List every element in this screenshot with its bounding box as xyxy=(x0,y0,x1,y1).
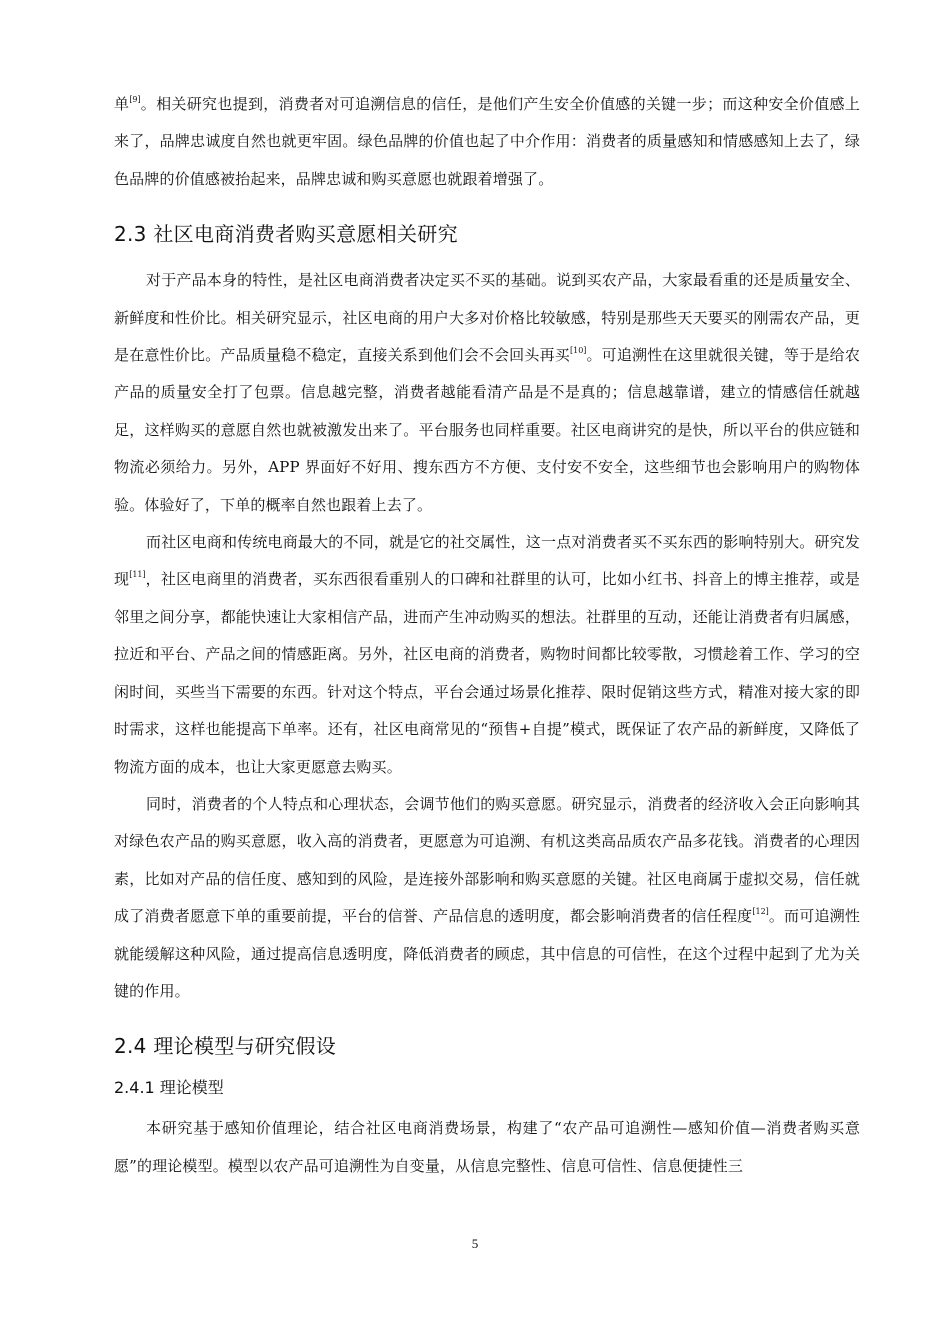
paragraph-text: 。而可追溯性就能缓解这种风险，通过提高信息透明度，降低消费者的顾虑，其中信息的可信性，在这个过程中起到了尤为关键的作用。 xyxy=(114,907,860,1000)
section-heading-2-4: 2.4 理论模型与研究假设 xyxy=(114,1034,337,1059)
paragraph-text: ，社区电商里的消费者，买东西很看重别人的口碑和社群里的认可，比如小红书、抖音上的博主推荐，或是邻里之间分享，都能快速让大家相信产品，进而产生冲动购买的想法。社群里的互动，还能让消费者有归属感，拉近和平台、产品之间的情感距离。另外，社区电商的消费者，购物时间都比较零散，习惯趁着工作、学习的空闲时间，买些当下需要的东西。针对这个特点，平台会通过场景化推荐、限时促销这些方式，精准对接大家的即时需求，这样也能提高下单率。还有，社区电商常见的“预售+自提”模式，既保证了农产品的新鲜度，又降低了物流方面的成本，也让大家更愿意去购买。 xyxy=(114,570,860,776)
paragraph-text: 同时，消费者的个人特点和心理状态，会调节他们的购买意愿。研究显示，消费者的经济收入会正向影响其对绿色农产品的购买意愿，收入高的消费者，更愿意为可追溯、有机这类高品质农产品多花钱。消费者的心理因素，比如对产品的信任度、感知到的风险，是连接外部影响和购买意愿的关键。社区电商属于虚拟交易，信任就成了消费者愿意下单的重要前提，平台的信誉、产品信息的透明度，都会影响消费者的信任程度 xyxy=(114,794,860,926)
citation-ref: [10] xyxy=(569,346,587,356)
paragraph xyxy=(114,262,860,524)
paragraph xyxy=(114,786,860,1010)
citation-ref: [11] xyxy=(129,570,146,580)
page-body xyxy=(114,86,860,1185)
paragraph-text: 单 xyxy=(114,95,130,113)
paragraph-text: 。相关研究也提到，消费者对可追溯信息的信任，是他们产生安全价值感的关键一步；而这种安全价值感上来了，品牌忠诚度自然也就更牢固。绿色品牌的价值也起了中介作用：消费者的质量感知和情感感知上去了，绿色品牌的价值感被抬起来，品牌忠诚和购买意愿也就跟着增强了。 xyxy=(114,95,860,188)
paragraph-continued xyxy=(114,86,860,198)
paragraph: 本研究基于感知价值理论，结合社区电商消费场景，构建了“农产品可追溯性—感知价值—消费者购买意愿”的理论模型。模型以农产品可追溯性为自变量，从信息完整性、信息可信性、信息便捷性三 xyxy=(114,1119,860,1175)
paragraph-text: 。可追溯性在这里就很关键，等于是给农产品的质量安全打了包票。信息越完整，消费者越能看清产品是不是真的；信息越靠谱，建立的情感信任就越足，这样购买的意愿自然也就被激发出来了。平台服务也同样重要。社区电商讲究的是快，所以平台的供应链和物流必须给力。另外，APP 界面好不好用、搜东西方不方便、支付安不安全，这些细节也会影响用户的购物体验。体验好了，下单的概率自然也跟着上去了。 xyxy=(114,346,860,514)
page-number: 5 xyxy=(471,1236,479,1251)
subsection-heading-2-4-1: 2.4.1 理论模型 xyxy=(114,1078,224,1098)
citation-ref: [9] xyxy=(129,95,141,104)
paragraph-text: 对于产品本身的特性，是社区电商消费者决定买不买的基础。说到买农产品，大家最看重的还是质量安全、新鲜度和性价比。相关研究显示，社区电商的用户大多对价格比较敏感，特别是那些天天要买的刚需农产品，更是在意性价比。产品质量稳不稳定，直接关系到他们会不会回头再买 xyxy=(114,271,860,365)
citation-ref: [12] xyxy=(752,907,769,917)
paragraph xyxy=(114,524,860,786)
section-heading-2-3: 2.3 社区电商消费者购买意愿相关研究 xyxy=(114,222,458,247)
paragraph-text: 而社区电商和传统电商最大的不同，就是它的社交属性，这一点对消费者买不买东西的影响特别大。研究发现 xyxy=(114,533,860,589)
